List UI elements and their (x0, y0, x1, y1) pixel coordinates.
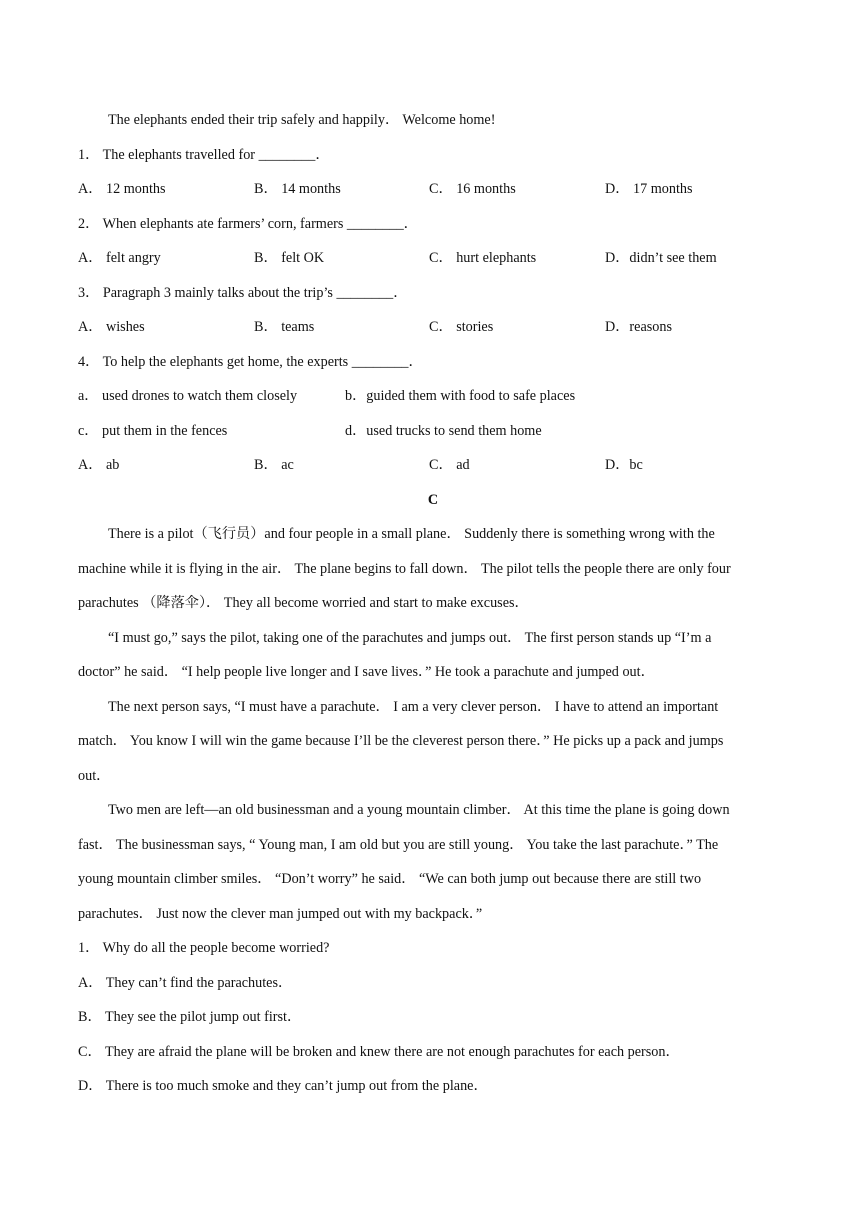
passage-line: machine while it is flying in the air． The plane begins to fall down． The pilot tells the people there are only four (78, 560, 731, 577)
option-d: D．bc (605, 457, 643, 473)
option-b: B． They see the pilot jump out first． (78, 1009, 302, 1025)
option-row (78, 172, 788, 207)
option-a: A． wishes (78, 319, 145, 335)
passage-line: parachutes （降落伞）． They all become worried and start to make excuses． (78, 595, 529, 611)
question-stem: 1． The elephants travelled for ________． (78, 146, 330, 163)
sub-option-row (78, 379, 788, 414)
passage-line: fast． The businessman says, “ Young man, I am old but you are still young． You take the last parachute．” The (78, 836, 719, 853)
option-c: C． 16 months (429, 181, 516, 197)
option-d: D．didn’t see them (605, 250, 717, 266)
sub-option-b: b．guided them with food to safe places (345, 388, 576, 404)
sub-option-d: d．used trucks to send them home (345, 422, 542, 439)
passage-line: Two men are left—an old businessman and a young mountain climber． At this time the plane is going down (108, 802, 730, 818)
option-row (78, 241, 788, 276)
passage-line: young mountain climber smiles． “Don’t worry” he said． “We can both jump out because there are still two (78, 871, 702, 887)
option-c: C． They are afraid the plane will be broken and knew there are not enough parachutes for each person． (78, 1043, 680, 1060)
option-b: B． 14 months (254, 181, 341, 197)
sub-option-a: a． used drones to watch them closely (78, 388, 298, 404)
passage-line: There is a pilot（飞行员）and four people in a small plane． Suddenly there is something wrong with the (108, 526, 715, 542)
sub-option-c: c． put them in the fences (78, 422, 228, 439)
option-c: C． hurt elephants (429, 250, 537, 266)
option-a: A． ab (78, 457, 120, 473)
passage-line: “I must go,” says the pilot, taking one of the parachutes and jumps out． The first person stands up “I’m a (108, 629, 712, 646)
option-c: C． stories (429, 319, 494, 335)
section-b-closing: The elephants ended their trip safely and happily． Welcome home! (108, 112, 496, 128)
passage-line: The next person says, “I must have a parachute． I am a very clever person． I have to attend an important (108, 698, 719, 715)
option-b: B． felt OK (254, 250, 325, 266)
passage-line: parachutes． Just now the clever man jumped out with my backpack．” (78, 905, 483, 922)
question-stem: 3． Paragraph 3 mainly talks about the trip’s ________． (78, 284, 408, 301)
option-a: A． felt angry (78, 250, 161, 266)
option-row (78, 310, 788, 345)
sub-option-row (78, 414, 788, 449)
question-stem: 1． Why do all the people become worried? (78, 940, 330, 956)
document-page (78, 103, 788, 1104)
passage-line: match． You know I will win the game because I’ll be the cleverest person there．” He picks up a pack and jumps (78, 733, 724, 749)
passage-line: out． (78, 767, 111, 784)
option-a: A． They can’t find the parachutes． (78, 974, 293, 991)
option-d: D．reasons (605, 319, 672, 335)
option-c: C． ad (429, 457, 470, 473)
option-b: B． ac (254, 457, 294, 473)
question-stem: 4． To help the elephants get home, the experts ________． (78, 353, 423, 370)
option-d: D． There is too much smoke and they can’t jump out from the plane． (78, 1078, 488, 1094)
option-a: A． 12 months (78, 181, 166, 197)
option-d: D． 17 months (605, 181, 693, 197)
option-row (78, 448, 788, 483)
question-stem: 2． When elephants ate farmers’ corn, farmers ________． (78, 215, 418, 232)
option-b: B． teams (254, 319, 315, 335)
section-heading: C (427, 491, 439, 508)
passage-line: doctor” he said． “I help people live longer and I save lives．” He took a parachute and jumped out． (78, 664, 655, 680)
